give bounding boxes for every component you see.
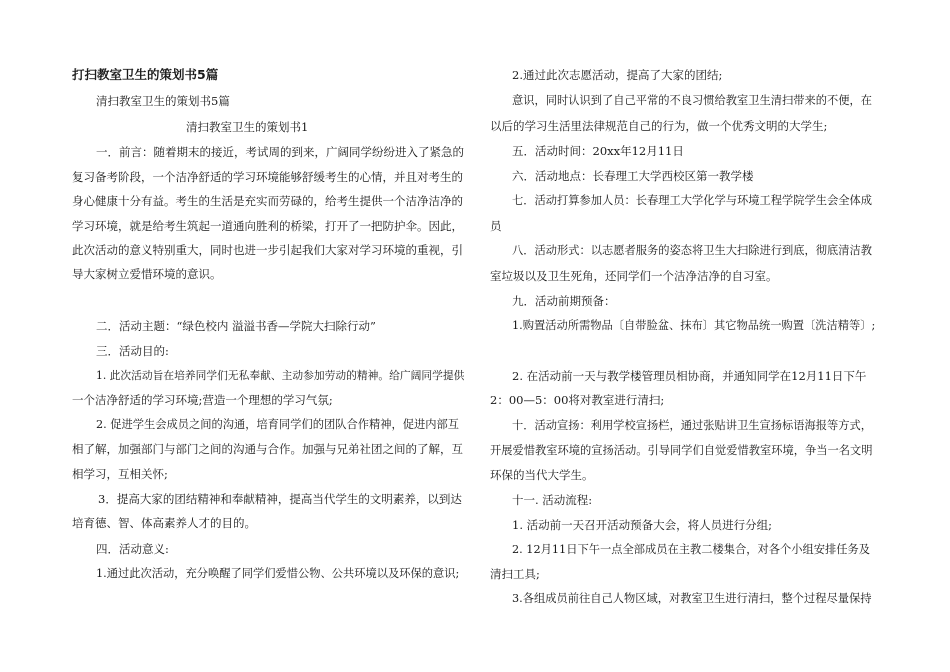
paragraph-line: 1.通过此次活动，充分唤醒了同学们爱惜公物、公共环境以及环保的意识; (96, 567, 460, 580)
paragraph-line: 一．前言：随着期末的接近，考试周的到来，广阔同学纷纷进入了紧急的 (96, 145, 464, 159)
paragraph-line: 四．活动意义: (96, 542, 169, 556)
paragraph-line: 五．活动时间：20xx年12月11日 (512, 144, 684, 158)
paragraph-line: 相了解，加强部门与部门之间的沟通与合作。加强与兄弟社团之间的了解，互 (72, 442, 463, 456)
document-title: 打扫教室卫生的策划书5篇 (72, 67, 219, 82)
paragraph-line: 2. 12月11日下午一点全部成员在主教二楼集合，对各个小组安排任务及 (512, 543, 870, 556)
paragraph-line: 环保的当代大学生。 (490, 468, 594, 482)
paragraph-line: 八．活动形式：以志愿者服务的姿态将卫生大扫除进行到底，彻底清洁教 (512, 244, 873, 257)
paragraph-line: 2. 在活动前一天与教学楼管理员相协商，并通知同学在12月11日下午 (512, 369, 867, 383)
paragraph-line: 九．活动前期预备： (512, 294, 616, 308)
paragraph-line: 1.购置活动所需物品〔自带脸盆、抹布〕其它物品统一购置〔洗洁精等〕; (512, 319, 876, 332)
paragraph-line: 员 (490, 219, 502, 233)
paragraph-line: 以后的学习生活里法律规范自己的行为，做一个优秀文明的大学生; (490, 119, 828, 133)
paragraph-line: 学习环境，就是给考生筑起一道通向胜利的桥梁，打开了一把防护伞。因此， (72, 219, 463, 233)
paragraph-line: 三．活动目的: (96, 344, 169, 358)
paragraph-line: 3.各组成员前往自己人物区域，对教室卫生进行清扫，整个过程尽量保持 (512, 592, 872, 605)
paragraph-line: 2.通过此次志愿活动，提高了大家的团结; (512, 68, 723, 82)
paragraph-line: 培育德、智、体高素养人才的目的。 (72, 516, 256, 530)
paragraph-line: 十一. 活动流程: (512, 493, 593, 507)
paragraph-line: 二．活动主题：“绿色校内 溢溢书香—学院大扫除行动” (96, 319, 376, 333)
paragraph-line: 七．活动打算参加人员：长春理工大学化学与环境工程学院学生会全体成 (512, 194, 873, 207)
section-heading: 清扫教室卫生的策划书1 (186, 120, 309, 134)
paragraph-line: 身心健康十分有益。考生的生活是充实而劳碌的，给考生提供一个洁净洁净的 (72, 194, 463, 208)
right-column (490, 0, 875, 672)
paragraph-line: 复习备考阶段，一个洁净舒适的学习环境能够舒缓考生的心情，并且对考生的 (72, 170, 463, 184)
paragraph-line: 清扫工具; (490, 567, 540, 581)
paragraph-line: 1. 此次活动旨在培养同学们无私奉献、主动参加劳动的精神。给广阔同学提供 (96, 369, 465, 382)
paragraph-line: 六．活动地点：长春理工大学西校区第一教学楼 (512, 169, 754, 183)
paragraph-line: 一个洁净舒适的学习环境;营造一个理想的学习气氛; (72, 393, 333, 407)
paragraph-line: 相学习，互相关怀; (72, 467, 168, 481)
left-column (72, 0, 464, 672)
paragraph-line: 意识，同时认识到了自己平常的不良习惯给教室卫生清扫带来的不便，在 (512, 94, 873, 107)
paragraph-line: 3．提高大家的团结精神和奉献精神，提高当代学生的文明素养，以到达 (98, 492, 462, 506)
paragraph-line: 开展爱惜教室环境的宣扬活动。引导同学们自觉爱惜教室环境，争当一名文明 (490, 444, 873, 457)
paragraph-line: 导大家树立爱惜环境的意识。 (72, 267, 222, 281)
paragraph-line: 2. 促进学生会成员之间的沟通，培育同学们的团队合作精神，促进内部互 (96, 418, 460, 431)
paragraph-line: 2：00—5：00将对教室进行清扫; (490, 393, 665, 407)
paragraph-line: 室垃圾以及卫生死角，还同学们一个洁净洁净的自习室。 (490, 269, 778, 283)
paragraph-line: 十．活动宣扬：利用学校宣扬栏，通过张贴讲卫生宣扬标语海报等方式， (512, 419, 873, 432)
paragraph-line: 此次活动的意义特别重大，同时也进一步引起我们大家对学习环境的重视，引 (72, 243, 463, 257)
subtitle: 清扫教室卫生的策划书5篇 (96, 94, 230, 108)
paragraph-line: 1. 活动前一天召开活动预备大会，将人员进行分组; (512, 518, 772, 532)
